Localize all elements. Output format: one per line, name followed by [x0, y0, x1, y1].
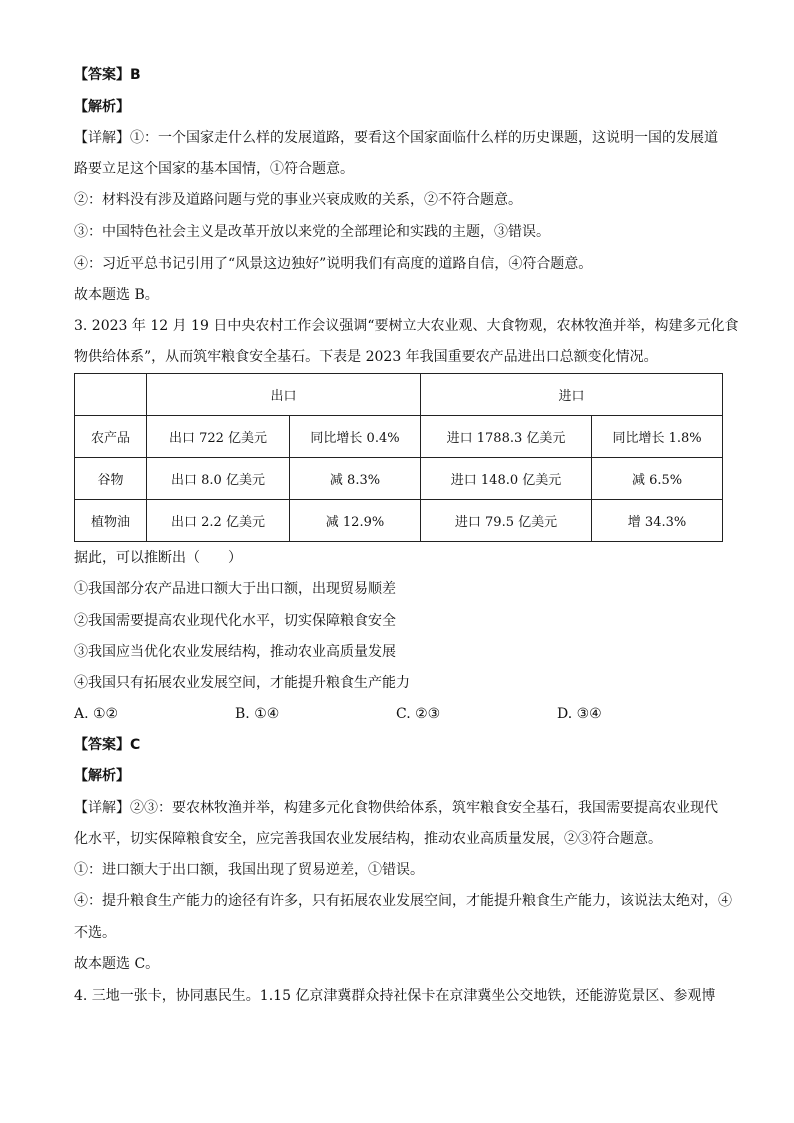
- q3-conclusion: 故本题选 C。: [74, 956, 160, 972]
- q3-statement-4: ④我国只有拓展农业发展空间，才能提升粮食生产能力: [74, 675, 410, 691]
- q3-detail-line-2: 化水平，切实保障粮食安全，应完善我国农业发展结构，推动农业高质量发展，②③符合题意。: [74, 831, 662, 847]
- q3-prompt: 据此，可以推断出（ ）: [74, 550, 242, 566]
- q3-answer: 【答案】C: [74, 737, 141, 753]
- q2-point-4: ④：习近平总书记引用了“风景这边独好”说明我们有高度的道路自信，④符合题意。: [74, 256, 593, 272]
- table-header-import: 进口: [421, 374, 723, 416]
- table-header-export: 出口: [147, 374, 421, 416]
- table-cell: 进口 79.5 亿美元: [421, 500, 592, 542]
- q2-conclusion: 故本题选 B。: [74, 287, 159, 303]
- q2-analysis-heading: 【解析】: [74, 99, 130, 115]
- table-cell: 植物油: [75, 500, 147, 542]
- q3-statement-1: ①我国部分农产品进口额大于出口额，出现贸易顺差: [74, 581, 396, 597]
- q3-analysis-heading: 【解析】: [74, 768, 130, 784]
- table-cell: 减 6.5%: [592, 458, 723, 500]
- q2-detail-line-1: 【详解】①：一个国家走什么样的发展道路，要看这个国家面临什么样的历史课题，这说明一国的发展道: [74, 130, 718, 146]
- q4-stem-line-1: 4. 三地一张卡，协同惠民生。1.15 亿京津冀群众持社保卡在京津冀坐公交地铁，还能游览景区、参观博: [74, 988, 716, 1004]
- table-row: [75, 458, 723, 500]
- table-cell: 谷物: [75, 458, 147, 500]
- q3-options: [74, 703, 720, 725]
- table-cell: 减 8.3%: [290, 458, 421, 500]
- table-row: [75, 500, 723, 542]
- table-cell: 进口 1788.3 亿美元: [421, 416, 592, 458]
- q2-point-2: ②：材料没有涉及道路问题与党的事业兴衰成败的关系，②不符合题意。: [74, 192, 522, 208]
- q3-point-4-line-2: 不选。: [74, 925, 116, 941]
- option-b: B. ①④: [235, 706, 280, 722]
- table-cell: 减 12.9%: [290, 500, 421, 542]
- q3-point-4-line-1: ④：提升粮食生产能力的途径有许多，只有拓展农业发展空间，才能提升粮食生产能力，该说法太绝对，④: [74, 893, 732, 909]
- table-cell: 进口 148.0 亿美元: [421, 458, 592, 500]
- table-cell: 出口 722 亿美元: [147, 416, 290, 458]
- table-row: [75, 416, 723, 458]
- q3-statement-3: ③我国应当优化农业发展结构，推动农业高质量发展: [74, 644, 396, 660]
- q3-stem-line-2: 物供给体系”，从而筑牢粮食安全基石。下表是 2023 年我国重要农产品进出口总额变化情况。: [74, 349, 658, 365]
- q3-statement-2: ②我国需要提高农业现代化水平，切实保障粮食安全: [74, 613, 396, 629]
- table-header-empty: [75, 374, 147, 416]
- table-cell: 出口 2.2 亿美元: [147, 500, 290, 542]
- q3-point-1: ①：进口额大于出口额，我国出现了贸易逆差，①错误。: [74, 862, 424, 878]
- table-header-row: [75, 374, 723, 416]
- table-cell: 同比增长 0.4%: [290, 416, 421, 458]
- q2-detail-line-2: 路要立足这个国家的基本国情，①符合题意。: [74, 161, 354, 177]
- q2-answer: 【答案】B: [74, 67, 141, 83]
- table-cell: 增 34.3%: [592, 500, 723, 542]
- q3-detail-line-1: 【详解】②③：要农林牧渔并举，构建多元化食物供给体系，筑牢粮食安全基石，我国需要提高农业现代: [74, 800, 718, 816]
- option-c: C. ②③: [396, 706, 441, 722]
- table-cell: 同比增长 1.8%: [592, 416, 723, 458]
- q2-point-3: ③：中国特色社会主义是改革开放以来党的全部理论和实践的主题，③错误。: [74, 224, 550, 240]
- table-cell: 出口 8.0 亿美元: [147, 458, 290, 500]
- table-cell: 农产品: [75, 416, 147, 458]
- option-a: A. ①②: [74, 706, 119, 722]
- q3-stem-line-1: 3. 2023 年 12 月 19 日中央农村工作会议强调“要树立大农业观、大食物观，农林牧渔并举，构建多元化食: [74, 318, 739, 334]
- option-d: D. ③④: [557, 706, 602, 722]
- trade-table: [74, 373, 723, 542]
